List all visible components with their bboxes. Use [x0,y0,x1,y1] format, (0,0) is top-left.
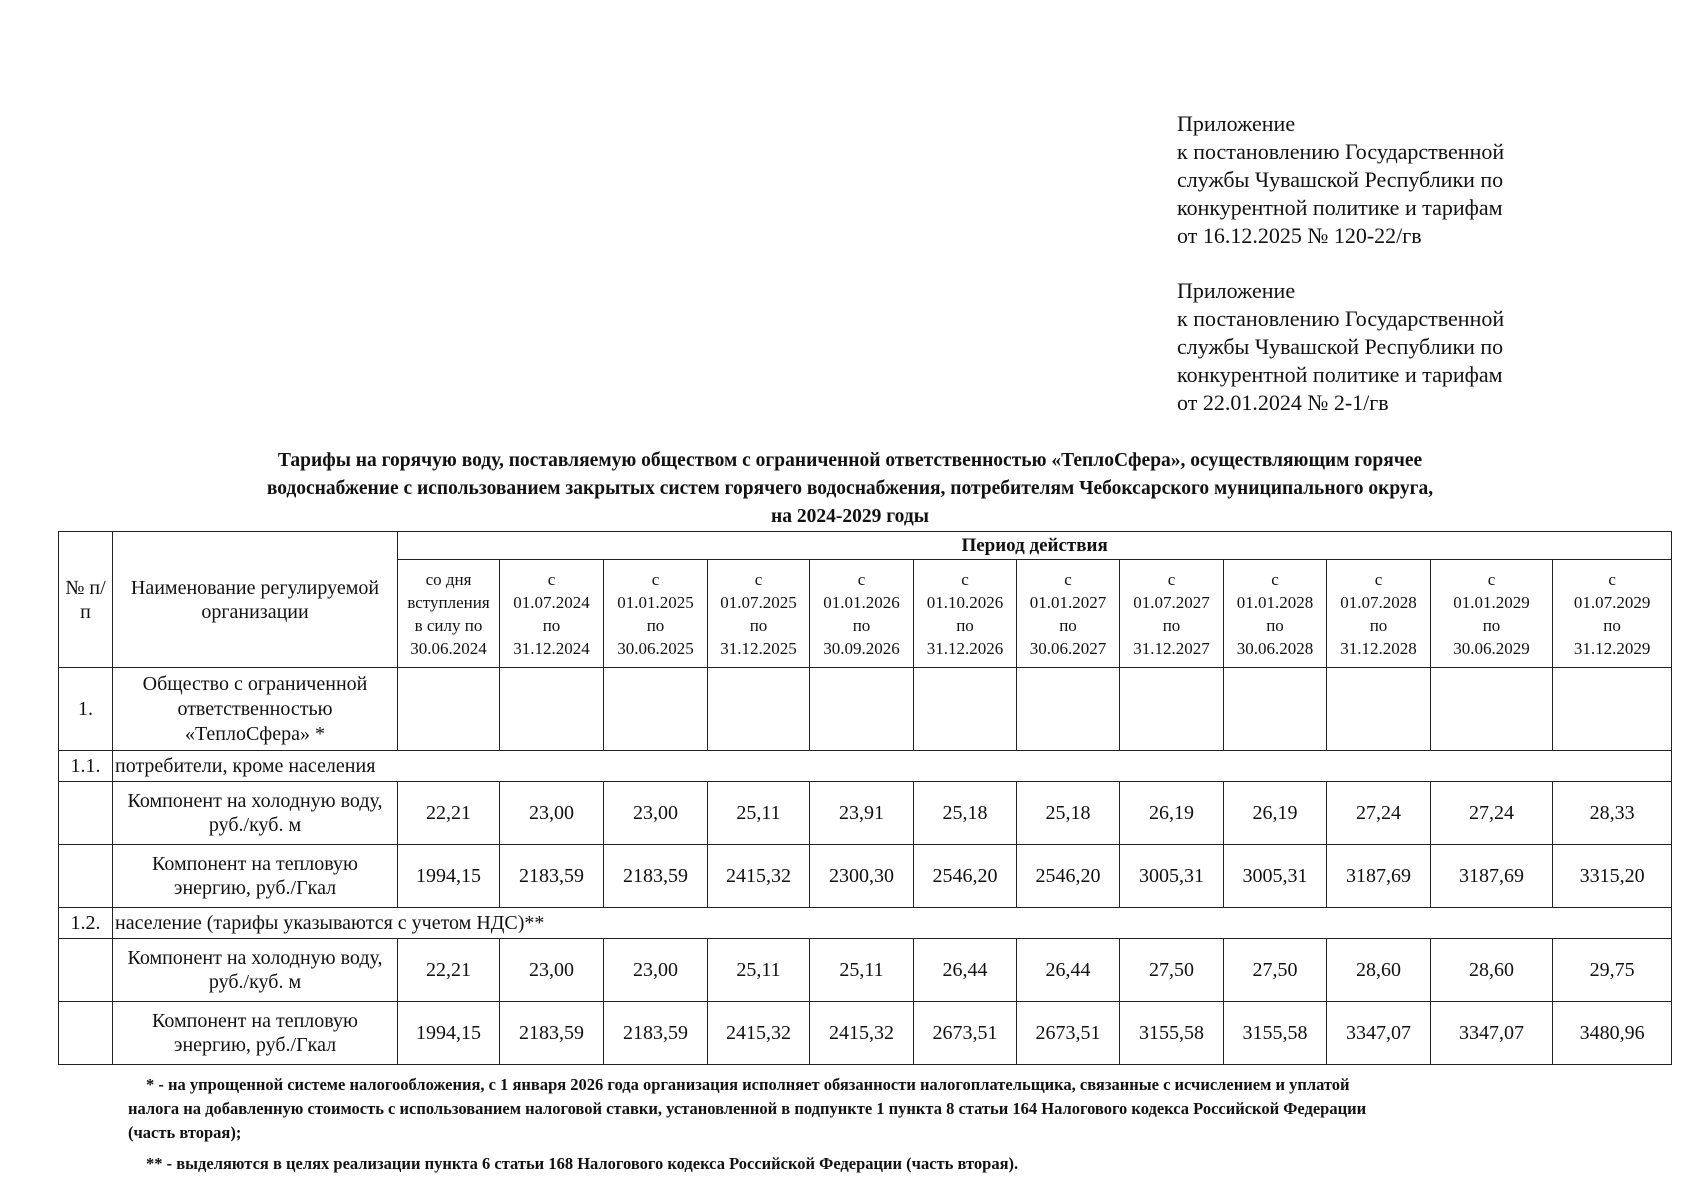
component-name-cell [113,1002,398,1065]
empty-cell [810,668,914,751]
tariff-value-cell: 25,11 [708,782,810,845]
tariff-value-cell: 28,60 [1431,939,1553,1002]
header-period-cell [1553,560,1672,668]
empty-cell [59,939,113,1002]
tariff-value-cell: 2546,20 [1017,845,1120,908]
header-period-cell [1017,560,1120,668]
empty-cell [59,845,113,908]
component-name-cell [113,939,398,1002]
tariff-value-cell: 22,21 [398,939,500,1002]
component-name-line: энергию, руб./Гкал [173,1034,337,1056]
title-line: водоснабжение с использованием закрытых систем горячего водоснабжения, потребителям Чебоксарского муниципального округа, [266,478,1434,499]
empty-cell [1327,668,1431,751]
tariff-value-cell: 1994,15 [398,845,500,908]
org-name-line: Общество с ограниченной [142,672,368,695]
period-line: 30.06.2025 [617,638,694,658]
tariff-value-cell: 25,11 [708,939,810,1002]
period-line: с [1608,569,1616,589]
period-line: по [1059,615,1077,635]
period-line: 30.06.2024 [410,638,487,658]
tariff-value-cell: 27,24 [1431,782,1553,845]
tariff-value-cell: 28,33 [1553,782,1672,845]
period-line: 01.07.2028 [1340,592,1417,612]
tariff-value-cell: 3187,69 [1327,845,1431,908]
tariff-value-cell: 26,19 [1120,782,1224,845]
table-row [59,782,1672,845]
header-org-name: Наименование регулируемой организации [113,532,398,668]
appendix-line: к постановлению Государственной [1177,139,1505,164]
period-line: с [961,569,969,589]
tariff-value-cell: 2546,20 [914,845,1017,908]
period-line: по [1266,615,1284,635]
tariff-value-cell: 25,11 [810,939,914,1002]
org-name-line: «ТеплоСфера» * [184,722,326,745]
tariff-value-cell: 1994,15 [398,1002,500,1065]
section-number: 1.2. [59,908,113,939]
appendix-line: от 22.01.2024 № 2-1/гв [1177,390,1389,415]
appendix-line: службы Чувашской Республики по [1177,334,1504,359]
header-no: № п/п [59,532,113,668]
title-line: на 2024-2029 годы [771,506,929,527]
tariff-value-cell: 28,60 [1327,939,1431,1002]
tariff-value-cell: 25,18 [1017,782,1120,845]
empty-cell [59,1002,113,1065]
period-line: с [857,569,866,589]
period-line: 30.06.2029 [1453,638,1530,658]
empty-cell [500,668,604,751]
table-header-row [59,532,1672,560]
tariff-value-cell: 23,00 [604,782,708,845]
empty-cell [914,668,1017,751]
period-line: по [852,615,871,635]
tariff-value-cell: 3480,96 [1553,1002,1672,1065]
period-line: 01.10.2026 [926,592,1004,612]
appendix-line: конкурентной политике и тарифам [1177,362,1503,387]
component-name-line: Компонент на холодную воду, [127,947,383,969]
tariff-table [58,531,1672,1065]
tariff-value-cell: 2673,51 [1017,1002,1120,1065]
header-period-cell [604,560,708,668]
tariff-value-cell: 2183,59 [500,845,604,908]
section-label: население (тарифы указываются с учетом НДС)** [113,908,1672,939]
period-line: по [1162,615,1181,635]
section-number: 1.1. [59,751,113,782]
header-period-cell [810,560,914,668]
period-line: 01.01.2026 [823,592,900,612]
org-name-line: ответственностью [177,697,333,720]
header-period-cell [1120,560,1224,668]
empty-cell [59,782,113,845]
period-line: в силу по [414,615,483,635]
tariff-value-cell: 3347,07 [1431,1002,1553,1065]
header-period: Период действия [398,532,1672,560]
footnotes [128,1073,1568,1176]
table-row-section [59,908,1672,939]
appendix-line: Приложение [1177,278,1296,303]
appendix-block-current [1177,110,1597,250]
footnote-1-cont: налога на добавленную стоимость с использованием налоговой ставки, установленной в подпункте 1 пункта 8 статьи 164 Налогового кодекса Российской Федерации [128,1099,1367,1118]
header-period-cell [1224,560,1327,668]
period-line: по [542,615,561,635]
period-line: 01.07.2027 [1133,592,1210,612]
tariff-value-cell: 3187,69 [1431,845,1553,908]
footnote-1: * - на упрощенной системе налогообложения, с 1 января 2026 года организация исполняет обязанности налогоплательщика, связанные с исчислением и уплатой [146,1075,1350,1094]
appendix-line: от 16.12.2025 № 120-22/гв [1177,223,1422,248]
footnote-2: ** - выделяются в целях реализации пункта 6 статьи 168 Налогового кодекса Российской Федерации (часть вторая). [146,1154,1019,1173]
tariff-value-cell: 23,91 [810,782,914,845]
header-period-cell [1431,560,1553,668]
tariff-value-cell: 2415,32 [708,845,810,908]
tariff-value-cell: 3347,07 [1327,1002,1431,1065]
tariff-value-cell: 29,75 [1553,939,1672,1002]
table-row-organization [59,668,1672,751]
empty-cell [604,668,708,751]
appendix-block-original [1177,277,1597,417]
header-period-cell [398,560,500,668]
period-line: с [1374,569,1383,589]
table-row [59,1002,1672,1065]
empty-cell [708,668,810,751]
component-name-line: Компонент на тепловую [152,853,358,875]
period-line: 31.12.2027 [1133,638,1210,658]
appendix-line: конкурентной политике и тарифам [1177,195,1503,220]
period-line: 31.12.2026 [926,638,1004,658]
header-period-cell [708,560,810,668]
appendix-line: службы Чувашской Республики по [1177,167,1504,192]
period-line: с [1167,569,1176,589]
period-line: с [1487,569,1496,589]
period-line: 31.12.2025 [720,638,797,658]
table-row-section [59,751,1672,782]
empty-cell [1120,668,1224,751]
tariff-value-cell: 2183,59 [604,1002,708,1065]
table-row [59,845,1672,908]
empty-cell [1017,668,1120,751]
tariff-value-cell: 2300,30 [810,845,914,908]
row-number: 1. [59,668,113,751]
period-line: по [956,615,974,635]
tariff-value-cell: 2415,32 [810,1002,914,1065]
period-line: 01.07.2029 [1573,592,1651,612]
period-line: вступления [407,592,490,612]
period-line: 01.01.2027 [1029,592,1107,612]
tariff-value-cell: 22,21 [398,782,500,845]
component-name-line: энергию, руб./Гкал [173,877,337,899]
period-line: с [754,569,763,589]
tariff-value-cell: 27,50 [1224,939,1327,1002]
period-line: 01.01.2025 [617,592,694,612]
tariff-value-cell: 27,50 [1120,939,1224,1002]
period-line: с [547,569,556,589]
tariff-value-cell: 26,44 [1017,939,1120,1002]
appendix-line: к постановлению Государственной [1177,306,1505,331]
component-name-cell [113,845,398,908]
period-line: 31.12.2028 [1340,638,1417,658]
period-line: 31.12.2029 [1573,638,1651,658]
header-period-cell [500,560,604,668]
component-name-cell [113,782,398,845]
tariff-value-cell: 25,18 [914,782,1017,845]
tariff-value-cell: 3155,58 [1120,1002,1224,1065]
section-label: потребители, кроме населения [113,751,1672,782]
tariff-value-cell: 2415,32 [708,1002,810,1065]
period-line: 01.07.2025 [720,592,797,612]
period-line: по [1482,615,1501,635]
period-line: по [749,615,768,635]
tariff-value-cell: 27,24 [1327,782,1431,845]
tariff-value-cell: 3005,31 [1120,845,1224,908]
period-line: по [1603,615,1621,635]
period-line: 01.07.2024 [513,592,590,612]
table-row [59,939,1672,1002]
tariff-value-cell: 2183,59 [604,845,708,908]
header-period-cell [914,560,1017,668]
component-name-line: Компонент на холодную воду, [127,790,383,812]
tariff-value-cell: 3315,20 [1553,845,1672,908]
period-line: 01.01.2028 [1236,592,1314,612]
period-line: 01.01.2029 [1453,592,1530,612]
period-line: 31.12.2024 [513,638,590,658]
table-body [59,668,1672,1065]
tariff-value-cell: 3155,58 [1224,1002,1327,1065]
empty-cell [1431,668,1553,751]
tariff-value-cell: 23,00 [500,939,604,1002]
header-period-cell [1327,560,1431,668]
period-line: 30.09.2026 [823,638,900,658]
component-name-line: руб./куб. м [208,814,302,836]
period-line: с [1271,569,1279,589]
title-line: Тарифы на горячую воду, поставляемую обществом с ограниченной ответственностью «ТеплоСфера», осуществляющим горячее [277,450,1423,471]
period-line: с [1064,569,1072,589]
component-name-line: Компонент на тепловую [152,1010,358,1032]
period-line: 30.06.2027 [1029,638,1107,658]
empty-cell [398,668,500,751]
period-line: по [646,615,665,635]
document-title [100,447,1600,531]
component-name-line: руб./куб. м [208,971,302,993]
period-line: с [651,569,660,589]
tariff-value-cell: 23,00 [500,782,604,845]
tariff-value-cell: 26,19 [1224,782,1327,845]
tariff-value-cell: 26,44 [914,939,1017,1002]
empty-cell [1553,668,1672,751]
tariff-value-cell: 3005,31 [1224,845,1327,908]
tariff-value-cell: 23,00 [604,939,708,1002]
empty-cell [1224,668,1327,751]
appendix-line: Приложение [1177,111,1296,136]
period-line: 30.06.2028 [1236,638,1314,658]
period-line: по [1369,615,1388,635]
tariff-value-cell: 2183,59 [500,1002,604,1065]
tariff-value-cell: 2673,51 [914,1002,1017,1065]
org-name-cell [113,668,398,751]
footnote-1-cont: (часть вторая); [128,1123,242,1142]
period-line: со дня [425,569,472,589]
